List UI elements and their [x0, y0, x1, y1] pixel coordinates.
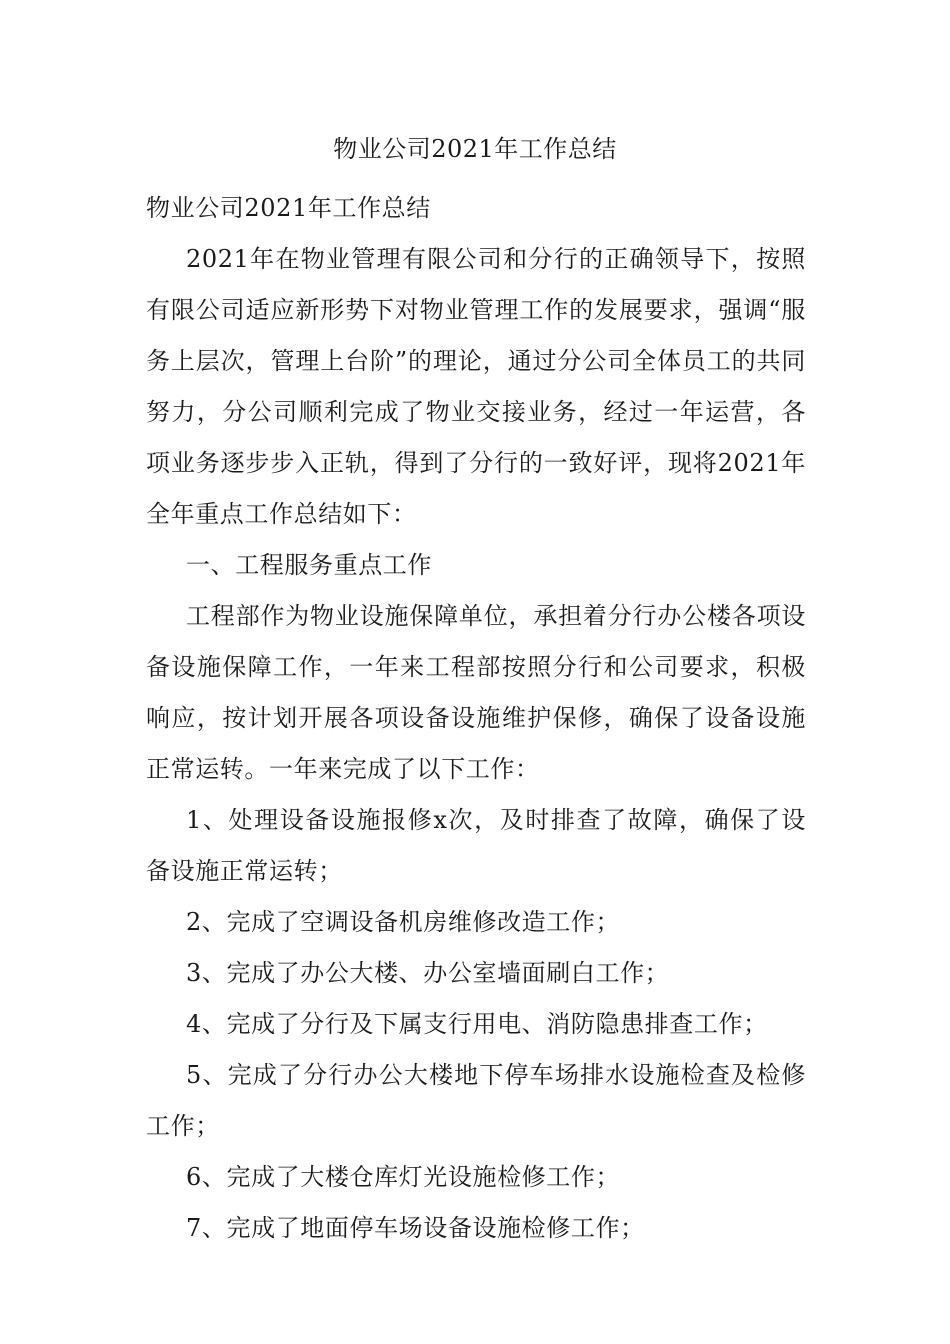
- list-item: 7、完成了地面停车场设备设施检修工作；: [186, 1214, 645, 1242]
- list-item: 6、完成了大楼仓库灯光设施检修工作；: [186, 1163, 621, 1191]
- document-subtitle: 物业公司2021年工作总结: [146, 194, 431, 222]
- list-item: 1、处理设备设施报修x次，及时排查了故障，确保了设备设施正常运转；: [146, 806, 806, 885]
- list-item: 5、完成了分行办公大楼地下停车场排水设施检查及检修工作；: [146, 1061, 806, 1140]
- section-heading-engineering: 一、工程服务重点工作: [186, 551, 432, 579]
- document-body: [146, 183, 806, 1254]
- list-item: 2、完成了空调设备机房维修改造工作；: [186, 908, 621, 936]
- section-intro-paragraph: 工程部作为物业设施保障单位，承担着分行办公楼各项设备设施保障工作，一年来工程部按照分行和公司要求，积极响应，按计划开展各项设备设施维护保修，确保了设备设施正常运转。一年来完成了以下工作：: [146, 602, 806, 783]
- list-item: 4、完成了分行及下属支行用电、消防隐患排查工作；: [186, 1010, 768, 1038]
- intro-paragraph: 2021年在物业管理有限公司和分行的正确领导下，按照有限公司适应新形势下对物业管理工作的发展要求，强调“服务上层次，管理上台阶”的理论，通过分公司全体员工的共同努力，分公司顺利完成了物业交接业务，经过一年运营，各项业务逐步步入正轨，得到了分行的一致好评，现将2021年全年重点工作总结如下：: [146, 245, 806, 528]
- list-item: 3、完成了办公大楼、办公室墙面刷白工作；: [186, 959, 670, 987]
- document-title: 物业公司2021年工作总结: [333, 135, 617, 163]
